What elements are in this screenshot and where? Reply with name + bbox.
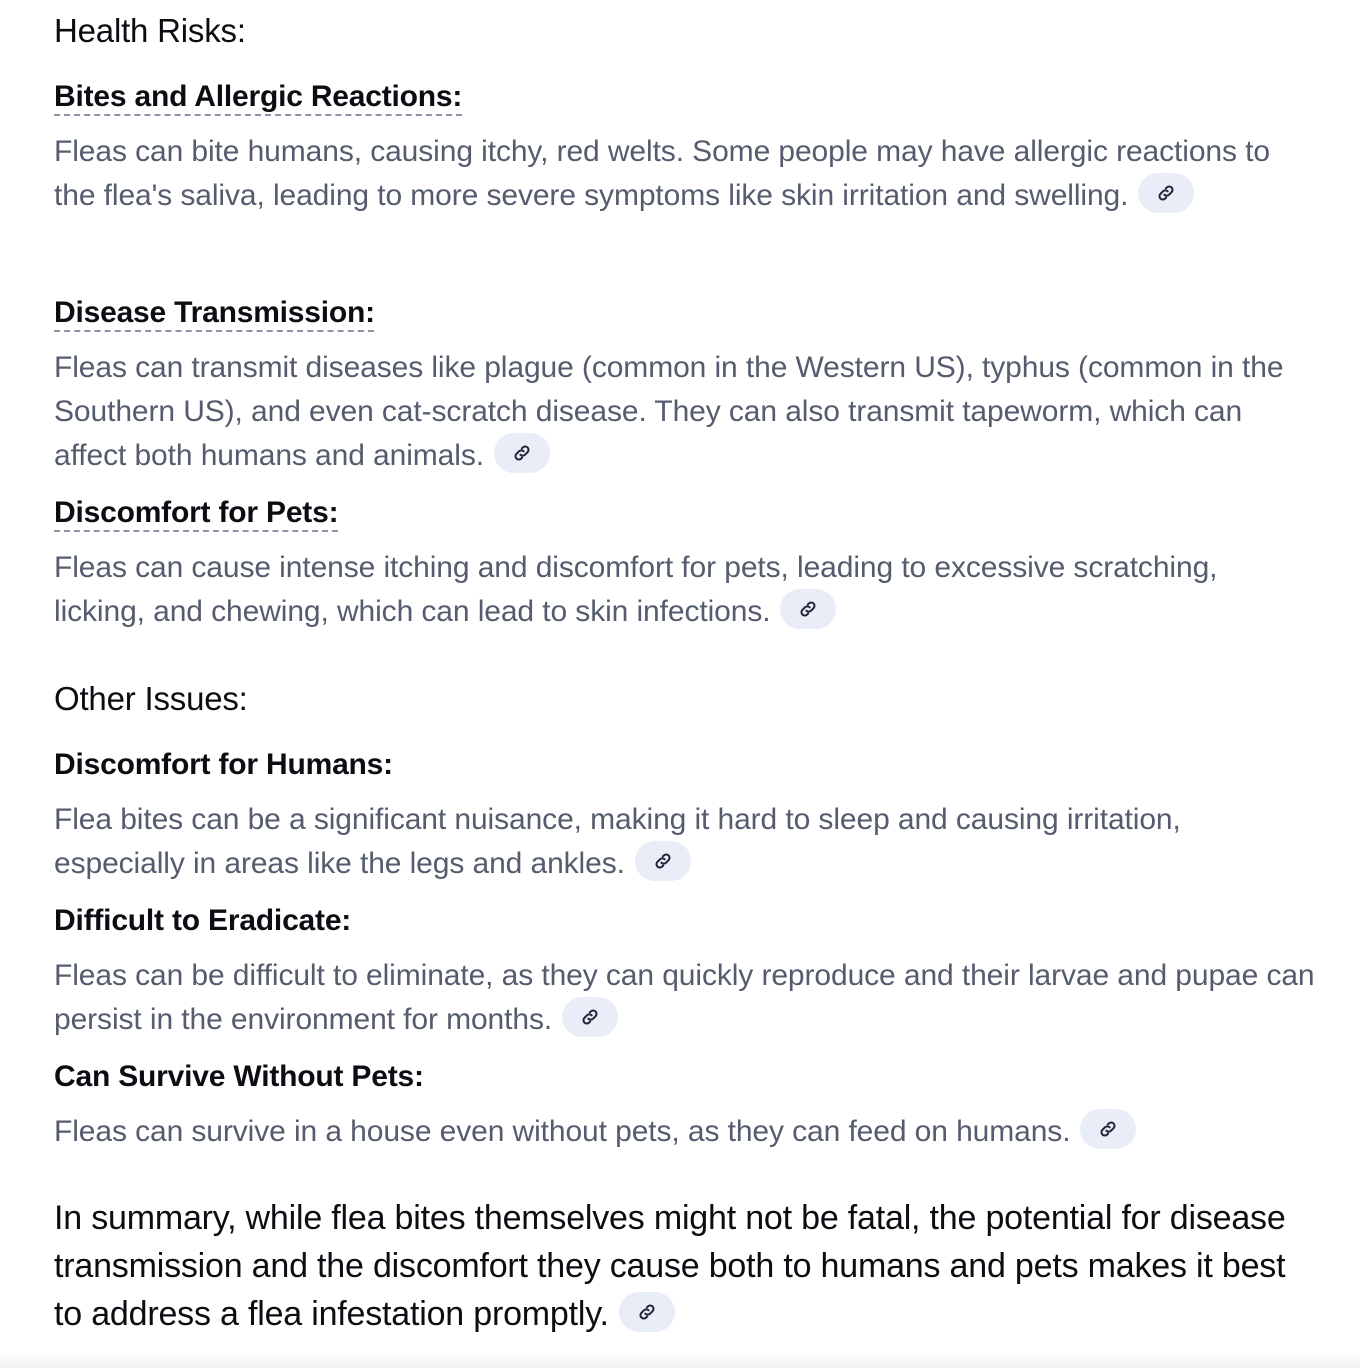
link-icon [1098,1119,1118,1139]
item-body-bites-allergic: Fleas can bite humans, causing itchy, red welts. Some people may have allergic reactions to the flea's saliva, leading to more severe symptoms like skin irritation and swelling. [54,135,1270,212]
source-link-button[interactable] [562,997,618,1037]
item-body-difficult-eradicate: Fleas can be difficult to eliminate, as they can quickly reproduce and their larvae and pupae can persist in the environment for months. [54,959,1315,1036]
link-icon [798,599,818,619]
item-title-discomfort-humans: Discomfort for Humans: [54,748,393,781]
source-link-button[interactable] [1080,1109,1136,1149]
item-body-discomfort-humans: Flea bites can be a significant nuisance, making it hard to sleep and causing irritation, especially in areas like the legs and ankles. [54,803,1181,880]
source-link-button[interactable] [619,1292,675,1332]
item-body-discomfort-pets: Fleas can cause intense itching and discomfort for pets, leading to excessive scratching, licking, and chewing, which can lead to skin infections. [54,551,1218,628]
source-link-button[interactable] [1138,173,1194,213]
item-body-survive-without-pets: Fleas can survive in a house even without pets, as they can feed on humans. [54,1110,1316,1154]
link-icon [637,1302,657,1322]
link-icon [580,1007,600,1027]
link-icon [653,851,673,871]
item-title-bites-allergic[interactable]: Bites and Allergic Reactions: [54,80,463,113]
item-title-difficult-eradicate: Difficult to Eradicate: [54,904,352,937]
bottom-fade [0,1354,1360,1368]
summary-paragraph: In summary, while flea bites themselves might not be fatal, the potential for disease transmission and the discomfort they cause both to humans and pets makes it best to address a flea infestation promptly. [54,1199,1286,1333]
section-heading-health-risks: Health Risks: [54,12,246,49]
source-link-button[interactable] [494,433,550,473]
link-icon [512,443,532,463]
source-link-button[interactable] [780,589,836,629]
source-link-button[interactable] [635,841,691,881]
item-body-disease-transmission: Fleas can transmit diseases like plague (common in the Western US), typhus (common in the Southern US), and even cat-scratch disease. They can also transmit tapeworm, which can affect both humans and animals. [54,351,1284,472]
section-heading-other-issues: Other Issues: [54,680,248,717]
item-title-discomfort-pets[interactable]: Discomfort for Pets: [54,496,339,529]
item-title-disease-transmission[interactable]: Disease Transmission: [54,296,375,329]
link-icon [1156,183,1176,203]
item-title-survive-without-pets: Can Survive Without Pets: [54,1060,424,1093]
